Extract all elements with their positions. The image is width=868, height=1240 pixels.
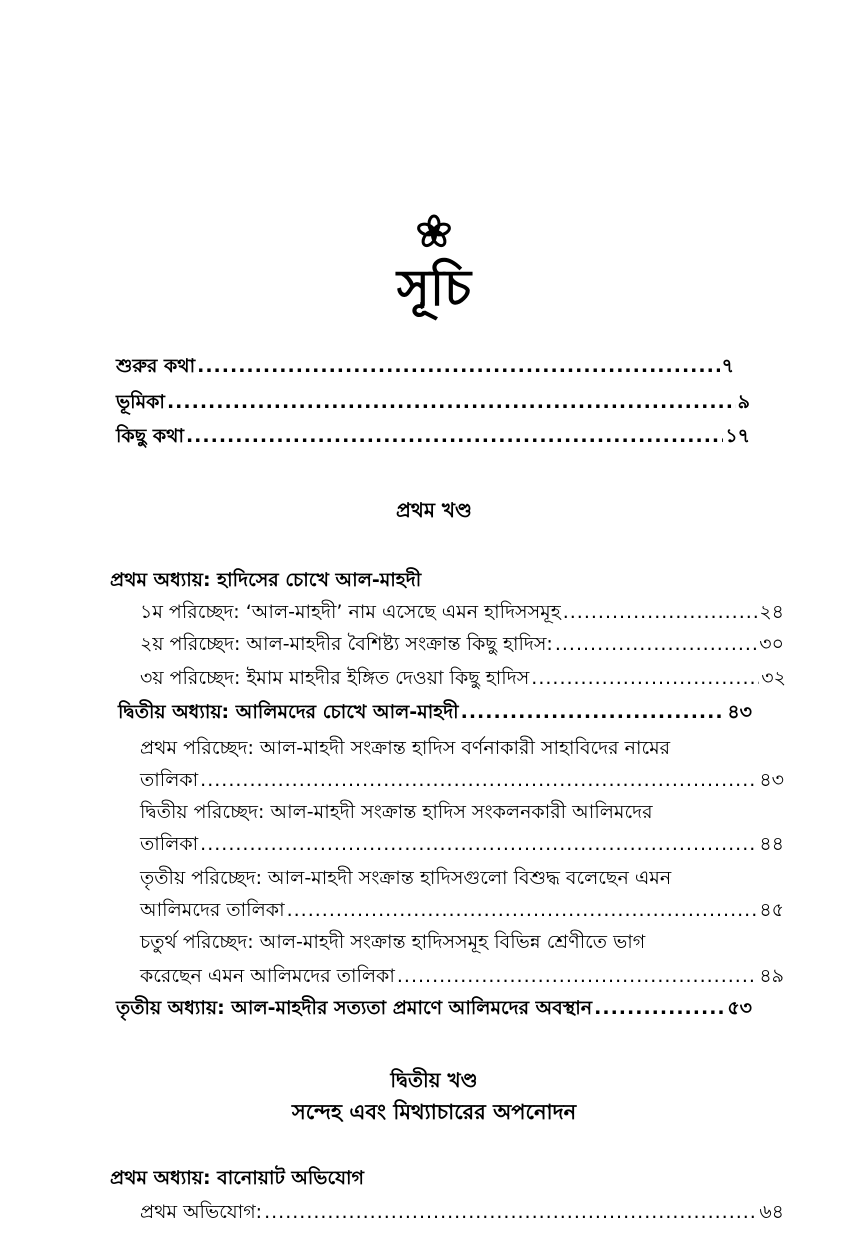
toc-entry: [116, 994, 752, 1026]
toc-entry-page: ৯: [737, 391, 750, 413]
toc-entry-page: ৪৯: [759, 965, 784, 987]
leader-dots: [531, 667, 759, 689]
part-heading: প্রথম খণ্ড: [395, 498, 473, 522]
toc-entry-page: ৩০: [759, 633, 784, 655]
toc-entry-label: দ্বিতীয় পরিচ্ছেদ: আল-মাহদী সংক্রান্ত হাদিস সংকলনকারী আলিমদের: [140, 801, 653, 823]
toc-entry: [140, 766, 784, 798]
toc-entry: [116, 422, 750, 454]
toc-entry-page: ১৭: [725, 425, 750, 447]
toc-entry-page: ৭: [721, 355, 734, 377]
toc-entry-label: করেছেন এমন আলিমদের তালিকা: [140, 965, 395, 987]
toc-entry: [140, 598, 784, 630]
toc-entry: [140, 830, 784, 862]
leader-dots: [563, 601, 758, 623]
toc-entry: [140, 962, 784, 994]
toc-entry-label: তৃতীয় পরিচ্ছেদ: আল-মাহদী সংক্রান্ত হাদিসগুলো বিশুদ্ধ বলেছেন এমন: [140, 867, 672, 889]
part-subheading: সন্দেহ এবং মিথ্যাচারের অপনোদন: [291, 1100, 577, 1124]
chapter-title: প্রথম অধ্যায়: হাদিসের চোখে আল-মাহদী: [110, 569, 422, 591]
leader-dots: [186, 425, 723, 447]
leader-dots: [264, 1201, 757, 1223]
toc-entry-page: ২৪: [759, 601, 784, 623]
toc-entry-label: শুরুর কথা: [116, 355, 196, 377]
leader-dots: [197, 355, 720, 377]
toc-entry-page: ৪৩: [727, 701, 752, 723]
toc-entry-label: ১ম পরিচ্ছেদ: ‘আল-মাহদী’ নাম এসেছে এমন হাদিসসমূহ: [140, 601, 561, 623]
toc-entry-page: ৫৩: [727, 997, 752, 1019]
toc-entry-label: চতুর্থ পরিচ্ছেদ: আল-মাহদী সংক্রান্ত হাদিসসমূহ বিভিন্ন শ্রেণীতে ভাগ: [140, 931, 646, 953]
part-heading: দ্বিতীয় খণ্ড: [390, 1068, 478, 1092]
toc-entry-label: কিছু কথা: [116, 425, 184, 447]
toc-entry: [140, 896, 784, 928]
toc-entry: [140, 1198, 784, 1230]
toc-entry: [140, 630, 784, 662]
toc-entry-label: ভূমিকা: [116, 391, 165, 413]
leader-dots: [200, 769, 757, 791]
leader-dots: [461, 701, 726, 723]
toc-entry-page: ৪৪: [759, 833, 784, 855]
leader-dots: [555, 633, 757, 655]
chapter-title: দ্বিতীয় অধ্যায়: আলিমদের চোখে আল-মাহদী: [118, 701, 459, 723]
leader-dots: [167, 391, 736, 413]
toc-entry-label: তালিকা: [140, 833, 199, 855]
toc-entry: [116, 388, 750, 420]
toc-entry: [118, 698, 752, 730]
chapter-title: প্রথম অধ্যায়: বানোয়াট অভিযোগ: [110, 1167, 365, 1189]
leader-dots: [200, 833, 757, 855]
leader-dots: [594, 997, 725, 1019]
toc-entry: [116, 352, 734, 384]
toc-entry-label: তালিকা: [140, 769, 199, 791]
toc-entry-label: ৩য় পরিচ্ছেদ: ইমাম মাহদীর ইঙ্গিত দেওয়া কিছু হাদিস: [140, 667, 530, 689]
toc-entry-label: প্রথম পরিচ্ছেদ: আল-মাহদী সংক্রান্ত হাদিস বর্ণনাকারী সাহাবিদের নামের: [140, 737, 671, 759]
flower-ornament-icon: [0, 214, 868, 255]
toc-entry-page: ৬৪: [759, 1201, 784, 1223]
chapter-title: তৃতীয় অধ্যায়: আল-মাহদীর সত্যতা প্রমাণে আলিমদের অবস্থান: [116, 997, 593, 1019]
leader-dots: [397, 965, 757, 987]
toc-entry-label: প্রথম অভিযোগ:: [140, 1201, 263, 1223]
leader-dots: [287, 899, 758, 921]
toc-entry-page: ৪৩: [759, 769, 784, 791]
toc-entry: [140, 664, 786, 696]
toc-entry-page: ৪৫: [759, 899, 784, 921]
toc-entry-label: ২য় পরিচ্ছেদ: আল-মাহদীর বৈশিষ্ট্য সংক্রান্ত কিছু হাদিস:: [140, 633, 553, 655]
toc-entry-page: ৩২: [761, 667, 786, 689]
toc-entry-label: আলিমদের তালিকা: [140, 899, 285, 921]
page-title: সূচি: [396, 259, 472, 317]
